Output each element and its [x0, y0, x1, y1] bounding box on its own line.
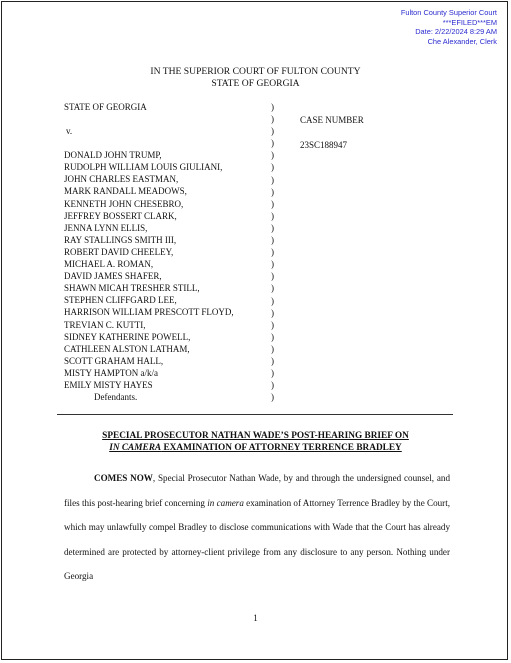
caption-paren: ) — [271, 198, 274, 209]
caption-paren: ) — [271, 235, 274, 246]
stamp-court: Fulton County Superior Court — [400, 8, 497, 17]
caption-paren: ) — [271, 138, 274, 149]
stamp-clerk: Che Alexander, Clerk — [427, 36, 497, 46]
title-line-2-rest: EXAMINATION OF ATTORNEY TERRENCE BRADLEY — [161, 443, 402, 453]
caption-paren: ) — [271, 102, 274, 112]
defendant-name: MISTY HAMPTON a/k/a — [64, 367, 158, 378]
title-line-1: SPECIAL PROSECUTOR NATHAN WADE’S POST-HEARING BRIEF ON — [102, 431, 409, 441]
title-line-2 — [0, 442, 511, 454]
caption-paren: ) — [271, 126, 274, 137]
caption-paren: ) — [271, 186, 274, 197]
caption-paren: ) — [271, 259, 274, 270]
body-lead: COMES NOW — [94, 473, 153, 483]
page-number: 1 — [253, 613, 258, 623]
divider-rule — [57, 414, 453, 415]
caption-paren: ) — [271, 355, 274, 366]
defendant-name: RAY STALLINGS SMITH III, — [64, 234, 177, 245]
caption-paren: ) — [271, 319, 274, 330]
defendant-name: JOHN CHARLES EASTMAN, — [64, 174, 179, 185]
defendant-name: TREVIAN C. KUTTI, — [64, 319, 146, 330]
caption-paren: ) — [271, 331, 274, 342]
defendant-name: MARK RANDALL MEADOWS, — [64, 186, 187, 197]
court-state: STATE OF GEORGIA — [211, 77, 300, 89]
body-text-1: , Special Prosecutor Nathan Wade, by and through the undersigned counsel, and files this post-hearing brief concerning — [64, 473, 450, 508]
caption-paren: ) — [271, 174, 274, 185]
caption-paren: ) — [271, 150, 274, 161]
caption-paren: ) — [271, 162, 274, 173]
caption-paren: ) — [271, 222, 274, 233]
defendant-name: STEPHEN CLIFFGARD LEE, — [64, 295, 177, 306]
efiled-stamp — [401, 8, 497, 46]
defendants-label: Defendants. — [94, 392, 138, 403]
caption-paren: ) — [271, 307, 274, 318]
defendant-name: DONALD JOHN TRUMP, — [64, 150, 162, 161]
caption-paren: ) — [271, 392, 274, 403]
court-name: IN THE SUPERIOR COURT OF FULTON COUNTY — [150, 66, 361, 77]
defendant-name: JENNA LYNN ELLIS, — [64, 222, 148, 233]
case-number: 23SC188947 — [300, 140, 348, 150]
defendant-name: SHAWN MICAH TRESHER STILL, — [64, 283, 200, 294]
defendant-name: RUDOLPH WILLIAM LOUIS GIULIANI, — [64, 162, 223, 173]
defendant-name: KENNETH JOHN CHESEBRO, — [64, 198, 184, 209]
title-in-camera: IN CAMERA — [109, 443, 162, 453]
defendant-name: CATHLEEN ALSTON LATHAM, — [64, 343, 190, 354]
body-italic: in camera — [207, 497, 244, 508]
case-number-label: CASE NUMBER — [300, 115, 364, 125]
plaintiff: STATE OF GEORGIA — [64, 102, 147, 112]
defendant-name: HARRISON WILLIAM PRESCOTT FLOYD, — [64, 307, 234, 318]
defendant-name: SIDNEY KATHERINE POWELL, — [64, 331, 191, 342]
defendant-name: ROBERT DAVID CHEELEY, — [64, 246, 174, 257]
caption-paren: ) — [271, 247, 274, 258]
caption-paren: ) — [271, 380, 274, 391]
defendant-list — [64, 149, 234, 391]
defendant-name: EMILY MISTY HAYES — [64, 379, 153, 390]
caption-paren: ) — [271, 210, 274, 221]
court-heading — [0, 66, 511, 89]
defendant-name: DAVID JAMES SHAFER, — [64, 271, 162, 282]
defendant-name: SCOTT GRAHAM HALL, — [64, 355, 164, 366]
versus: v. — [66, 126, 73, 137]
stamp-efiled: ***EFILED***EM — [442, 17, 497, 27]
body-paragraph — [64, 466, 450, 589]
defendant-name: JEFFREY BOSSERT CLARK, — [64, 210, 177, 221]
document-title — [0, 430, 511, 454]
caption-paren: ) — [271, 295, 274, 306]
stamp-date: Date: 2/22/2024 8:29 AM — [415, 27, 497, 37]
caption-paren: ) — [271, 114, 274, 125]
caption-paren: ) — [271, 283, 274, 294]
caption-paren: ) — [271, 343, 274, 354]
brief-body — [64, 466, 450, 589]
body-text-2: examination of Attorney Terrence Bradley by the Court, which may unlawfully compel Bradley to disclose communications with Wade that the Court has already determined are protected by attorney-client privilege from any disclosure to any person. Nothing under Georgia — [64, 497, 450, 582]
caption-paren: ) — [271, 368, 274, 379]
case-caption-parties — [64, 101, 234, 403]
caption-parentheses — [271, 101, 274, 403]
defendant-name: MICHAEL A. ROMAN, — [64, 259, 154, 270]
caption-paren: ) — [271, 271, 274, 282]
